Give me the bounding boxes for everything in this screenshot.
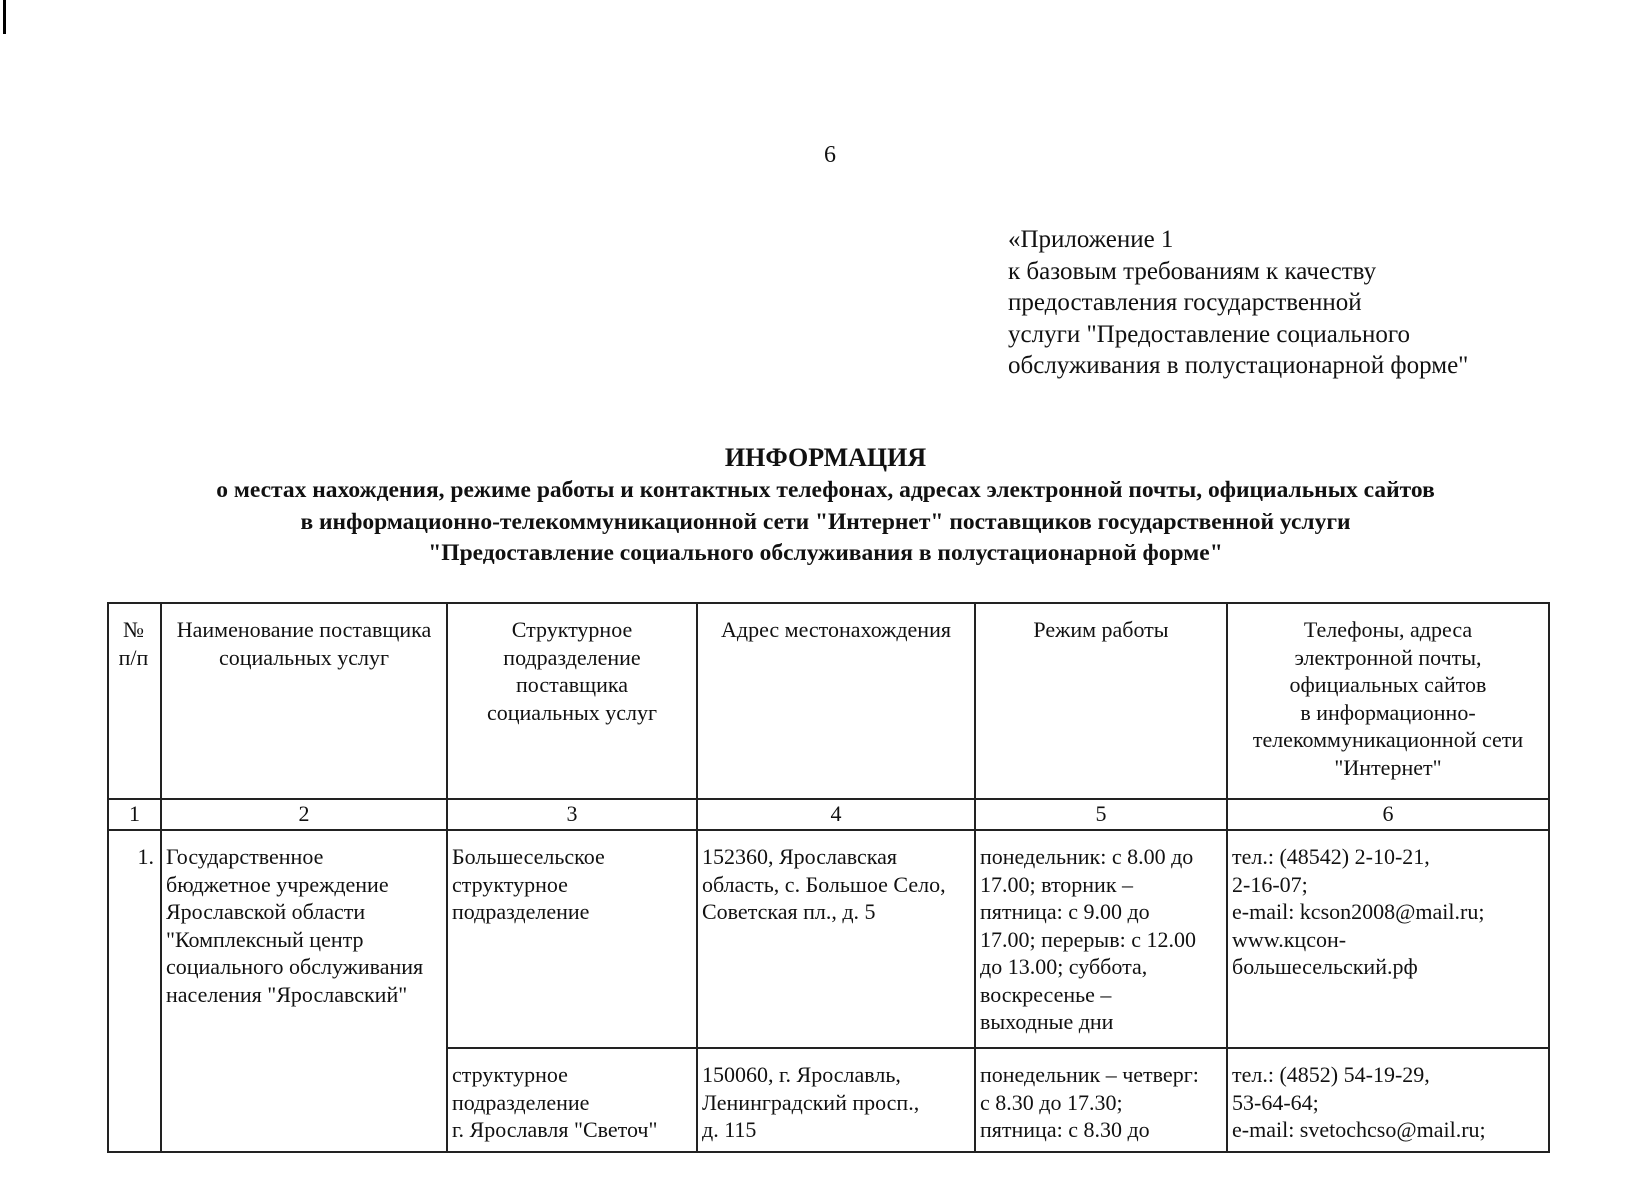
header-cell-provider: Наименование поставщика социальных услуг	[161, 603, 447, 799]
providers-table	[107, 602, 1550, 1153]
column-number: 4	[697, 799, 975, 830]
column-number: 2	[161, 799, 447, 830]
column-number: 3	[447, 799, 697, 830]
appendix-line: к базовым требованиям к качеству	[1008, 257, 1377, 285]
appendix-line: обслуживания в полустационарной форме"	[1008, 352, 1469, 379]
table-header-row	[108, 603, 1549, 799]
address-cell: 150060, г. Ярославль, Ленинградский просп., д. 115	[697, 1048, 975, 1152]
appendix-line: услуги "Предоставление социального	[1008, 320, 1410, 348]
column-number: 6	[1227, 799, 1549, 830]
appendix-line: «Приложение 1	[1008, 226, 1174, 253]
header-cell-number: № п/п	[108, 603, 161, 799]
schedule-cell: понедельник – четверг: с 8.30 до 17.30; пятница: с 8.30 до	[975, 1048, 1227, 1152]
scan-edge-mark	[3, 0, 6, 34]
header-cell-contacts: Телефоны, адреса электронной почты, официальных сайтов в информационно- телекоммуникационной сети "Интернет"	[1227, 603, 1549, 799]
contacts-cell: тел.: (4852) 54-19-29, 53-64-64; e-mail: svetochcso@mail.ru;	[1227, 1048, 1549, 1152]
document-subtitle-line: "Предоставление социального обслуживания в полустационарной форме"	[428, 540, 1223, 566]
appendix-line: предоставления государственной	[1008, 289, 1362, 316]
schedule-cell: понедельник: с 8.00 до 17.00; вторник – пятница: с 9.00 до 17.00; перерыв: с 12.00 до 13.00; суббота, воскресенье – выходные дни	[975, 830, 1227, 1048]
document-title: ИНФОРМАЦИЯ	[724, 443, 927, 472]
document-subtitle-line: о местах нахождения, режиме работы и контактных телефонах, адресах электронной почты, официальных сайтов	[216, 477, 1435, 503]
column-number: 1	[108, 799, 161, 830]
document-subtitle-line: в информационно-телекоммуникационной сети "Интернет" поставщиков государственной услуги	[300, 508, 1351, 535]
provider-name-cell: Государственное бюджетное учреждение Ярославской области "Комплексный центр социального обслуживания населения "Ярославский"	[161, 830, 447, 1152]
header-cell-division: Структурное подразделение поставщика социальных услуг	[447, 603, 697, 799]
column-number: 5	[975, 799, 1227, 830]
row-number: 1.	[108, 830, 161, 1152]
division-cell: Большесельское структурное подразделение	[447, 830, 697, 1048]
document-heading	[0, 441, 1651, 570]
header-cell-address: Адрес местонахождения	[697, 603, 975, 799]
column-number-row	[108, 799, 1549, 830]
division-cell: структурное подразделение г. Ярославля "Светоч"	[447, 1048, 697, 1152]
contacts-cell: тел.: (48542) 2-10-21, 2-16-07; e-mail: kcson2008@mail.ru; www.кцсон- большесельский.рф	[1227, 830, 1549, 1048]
page-number: 6	[824, 142, 836, 168]
appendix-note	[1008, 224, 1608, 382]
header-cell-schedule: Режим работы	[975, 603, 1227, 799]
address-cell: 152360, Ярославская область, с. Большое Село, Советская пл., д. 5	[697, 830, 975, 1048]
table-row	[108, 830, 1549, 1048]
